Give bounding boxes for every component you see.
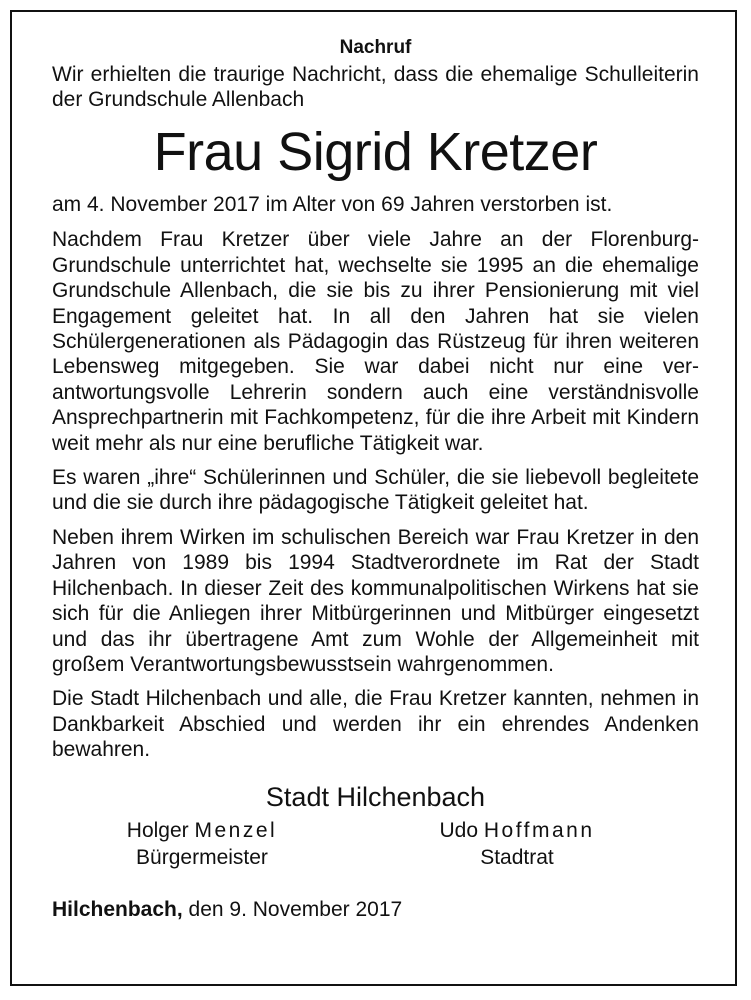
signer-mayor-title: Bürgermeister (136, 845, 268, 869)
obituary-content (52, 36, 699, 923)
signer-councillor-name (367, 817, 667, 844)
paragraph-career: Nachdem Frau Kretzer über viele Jahre an der Florenburg-Grundschule unterrichtet hat, wechselte sie 1995 an die ehemalige Grundschule Allenbach, die sie bis zu ihrer Pensionierung mit viel Engagement geleitet hat. In all den Jahren hat sie vielen Schülergenerationen als Pädagogin das Rüstzeug für ihren weiteren Lebensweg mitgegeben. Sie war dabei nicht nur eine verantwortungsvolle Lehrerin sondern auch eine verständnisvolle Ansprechpartnerin mit Fachkompetenz, für die ihre Arbeit mit Kindern weit mehr als nur eine berufliche Tätigkeit war. (52, 228, 699, 455)
signer-councillor-first-name: Udo (439, 818, 478, 842)
obituary-frame (10, 10, 737, 986)
intro-text: Wir erhielten die traurige Nachricht, dass die ehemalige Schulleiterin der Grundschule Allenbach (52, 63, 699, 111)
footer-date: den 9. November 2017 (188, 897, 403, 921)
signature-city: Stadt Hilchenbach (265, 781, 486, 812)
signer-councillor-title: Stadtrat (480, 845, 554, 869)
signer-mayor-last-name: Menzel (194, 818, 278, 842)
signer-councillor (367, 817, 667, 871)
paragraph-farewell: Die Stadt Hilchenbach und alle, die Frau Kretzer kannten, nehmen in Dankbarkeit Abschied und werden ihr ein ehrendes Andenken bewahren. (52, 687, 699, 762)
signer-mayor-first-name: Holger (126, 818, 189, 842)
signer-mayor (52, 817, 352, 871)
obituary-heading: Nachruf (339, 37, 412, 58)
paragraph-death-date: am 4. November 2017 im Alter von 69 Jahren verstorben ist. (52, 193, 613, 216)
paragraph-council: Neben ihrem Wirken im schulischen Bereich war Frau Kretzer in den Jahren von 1989 bis 1994 Stadtverordnete im Rat der Stadt Hilchenbach. In dieser Zeit des kommunalpolitischen Wirkens hat sie sich für die Anliegen ihrer Mitbürgerinnen und Mitbürger eingesetzt und das ihr übertragene Amt zum Wohle der Allgemeinheit mit großem Verantwortungsbewusstsein wahrgenommen. (52, 525, 699, 676)
paragraph-students: Es waren „ihre“ Schülerinnen und Schüler, die sie liebevoll begleitete und die sie durch ihre pädagogische Tätigkeit geleitet hat. (52, 466, 699, 515)
signers (52, 817, 699, 873)
footer-place-date (52, 897, 699, 923)
footer-place: Hilchenbach, (52, 897, 183, 921)
signer-councillor-last-name: Hoffmann (483, 818, 595, 842)
signer-mayor-name (52, 817, 352, 844)
deceased-name: Frau Sigrid Kretzer (153, 122, 598, 182)
